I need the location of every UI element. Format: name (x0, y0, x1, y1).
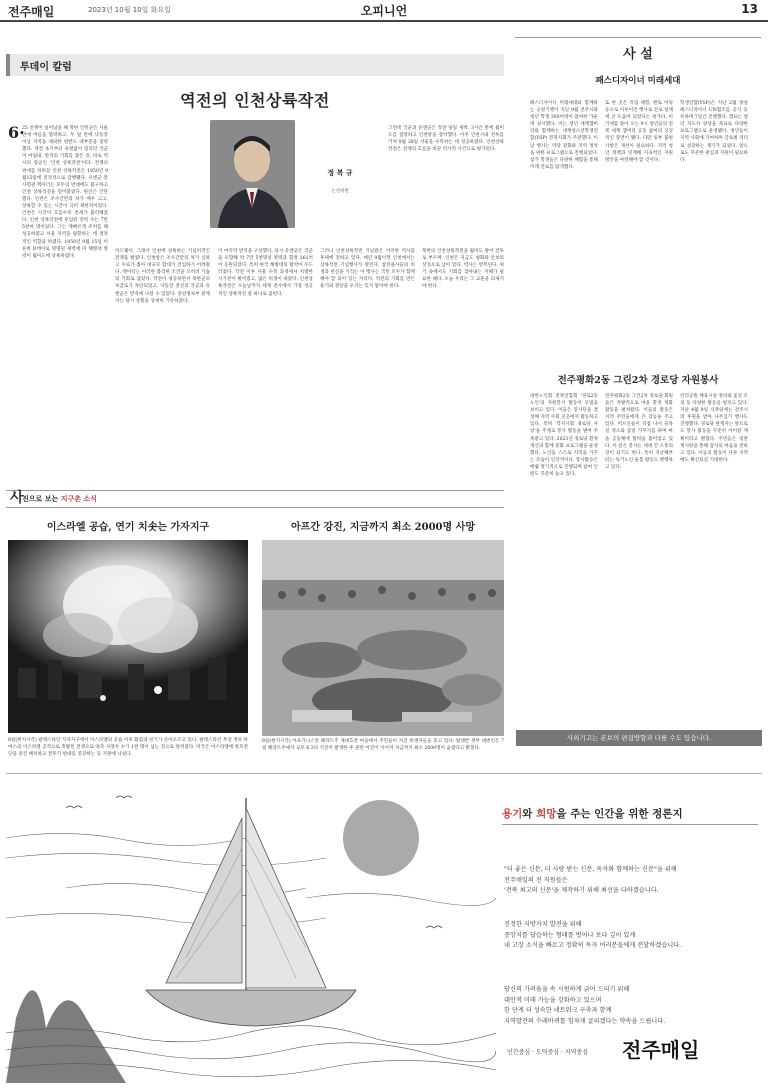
column-body-3: 이 마지막 반격을 구상했다. 당시 유엔군은 국군을 포함해 약 7만 5천명의 병력과 함정 261척이 동원되었다. 특히 한국 해병대의 활약이 두드러졌다. 작전 이후 서울 수복 과정에서 치열한 시가전이 벌어졌고, 많은 희생이 따랐다. 인천상륙작전은 오늘날까지 세계 전사에서 가장 성공적인 상륙작전 중 하나로 꼽힌다. (218, 249, 313, 297)
ad-headline-joiner: 와 (522, 808, 537, 820)
ad-paragraph-1 (504, 865, 756, 897)
photo-section-initial: 사 (10, 490, 24, 506)
opinion-disclaimer: 사외기고는 본보의 편집방향과 다를 수도 있습니다. (516, 730, 762, 746)
column-body-2: 미드웨이, 그래서 인천에 상륙하는 기념비적인 전쟁을 벌였다. 인천항은 조수간만의 차가 심하고 수로가 좁아 대규모 함대가 진입하기 어려웠다. 맥아더는 이러한 불리한 조건을 오히려 기습의 기회로 삼았다. 작전이 성공하면서 북한군의 보급로가 차단되었고, 낙동강 전선의 국군과 유엔군은 반격에 나설 수 있었다. 중앙정보부 관계자는 당시 상황을 상세히 기록하였다. (115, 249, 210, 304)
ad-line: 지역발전의 수레바퀴를 힘차게 굴리겠다는 약속을 드립니다. (504, 1017, 666, 1025)
ad-line: 한 단계 더 성숙한 네트워크 구축과 함께 (504, 1007, 612, 1014)
ad-headline-courage: 용기 (502, 808, 523, 820)
column-tag (6, 54, 504, 76)
editorial-rule (515, 37, 761, 38)
author-name: 정 복 규 (327, 169, 353, 177)
author-title: 논설위원 (331, 189, 349, 194)
editorial-title: 사 설 (623, 47, 653, 62)
ad-brand-logo: 전주매일 (622, 1038, 700, 1062)
sailboat-illustration (6, 778, 496, 1083)
editorial-2-col-3: 런리공원 체육시설 정비와 꽃길 조성 등 다양한 활동을 펼치고 있다. 지난 4월 9일 식목일에는 전주시의 후원을 받아 나무심기 행사도 진행했다. 경로당 관계자는 앞으로도 봉사 활동을 꾸준히 이어갈 계획이라고 밝혔다. 주민들은 칭찬 게시판을 통해 감사의 마음을 전하고 있다. 이들의 활동이 다른 지역에도 확산되길 기대한다. (680, 394, 748, 463)
ad-paragraph-2 (504, 920, 756, 952)
photo-caption-afghan: 8일(현지시각) 아프가니스탄 헤라트주 제대흐잔 마을에서 주민들이 지진 희생자들을 묻고 있다. 탈레반 정부 대변인은 7일 헤라트주에서 규모 6.3의 지진이 발생한 후 관련 이진이 이어져 지금까지 최소 2000명이 숨졌다고 밝혔다. (262, 739, 504, 752)
photo-section-header (6, 490, 504, 508)
gaza-smoke-photo (8, 540, 248, 733)
photo-section-label: 진으로 보는 (22, 495, 61, 503)
editorial-1-col-1: 패스디자이너 미래세대와 함께하는 응원기행이 지난 9월 전주시와 청년 학생 300여명이 참여한 가운데 성시했다. 이는 청년 세계잼버리와 함께하는 세계청소년학생연합(YSP) 전북지회가 주관했다. 이날 행사는 역량 강화와 지역 정착을 위한 프로그램으로 진행되었다. 참가 학생들은 다양한 체험을 통해 미래 진로를 탐색했다. (530, 101, 598, 170)
ad-line: 내 고장 소식을 빠르고 정확히 독자 여러분들에게 전달하겠습니다. (504, 942, 682, 949)
ad-line: '전북 최고의 신문'을 제작하기 위해 최선을 다하겠습니다. (504, 887, 659, 894)
ad-line: "더 좋은 신문, 더 사랑 받는 신문, 독자와 함께하는 신문"을 위해 (504, 866, 677, 873)
ad-paragraph-3 (504, 985, 756, 1027)
editorial-2-col-2: 전주평화2동 그린2차 경로당 회원들은 자발적으로 마을 환경 정화 활동을 펼쳐왔다. 이들의 활동은 지역 주민들에게 큰 감동을 주고 있다. 어르신들이 직접 나서 골목길 청소와 꽃길 가꾸기를 하며 마을 공동체에 활력을 불어넣고 있다. 이 같은 봉사는 세대 간 소통의 장이 되기도 한다. 특히 지난해부터는 독거노인 돌봄 활동도 병행하고 있다. (605, 394, 673, 470)
ad-line: 중앙지를 답습하는 형태를 벗어나 보다 깊이 있게 (504, 931, 636, 939)
afghan-quake-photo (262, 540, 504, 736)
photo-section-highlight: 지구촌 소식 (60, 495, 97, 503)
column-body-top: 그런데 국군과 유엔군은 작전 당일 새벽, 3시간 만에 월미도를 점령하고 인천항을 장악했다. 이후 인천시내 전투를 거쳐 9월 28일 서울을 수복하는 데 성공하였다. 인천상륙작전은 전쟁의 흐름을 바꾼 역사적 사건으로 평가된다. (388, 126, 504, 153)
page-number: 13 (741, 2, 758, 16)
editorial-1-col-2: 또 한 곳은 직업 체험, 멘토 미팅 등으로 이루어진 행사로 진로 설계에 큰 도움이 되었다는 평가다. 이 기세를 몰아 오는 9시 청년들의 전북 세계 잼버리 공동 참여의 상징적인 장면이 됐다. 다만 일부 불편 사항은 개선이 필요하다. 지역 청년 정책과 연계해 지속적인 지원 방안을 마련해야 할 것이다. (605, 101, 673, 163)
column-body-5: 북한의 인천상륙작전을 월미도 방어 전투로 부르며, 인천은 지금도 평화와 안보의 상징으로 남아 있다. 역사는 반복된다. 위기 속에서도 기회를 찾아내는 지혜가 필요한 때다. 오늘 우리는 그 교훈을 되새겨야 한다. (422, 249, 504, 290)
column-body-4: 그러나 인천상륙작전 기념관은 이러한 역사를 후세에 전하고 있다. 매년 9월이면 인천에서는 상륙작전 기념행사가 열린다. 참전용사들의 희생과 헌신을 기리는 이 행사는 국민 모두가 함께해야 할 의미 있는 자리다. 역전의 기회를 만든 용기와 결단을 우리는 잊지 말아야 한다. (320, 249, 415, 290)
photo-title-afghan: 아프간 강진, 지금까지 최소 2000명 사망 (291, 522, 475, 533)
issue-date: 2023년 10월 10일 화요일 (88, 6, 171, 14)
ad-slogan: 인간중심 · 도덕중심 · 지역중심 (507, 1049, 588, 1056)
photo-caption-gaza: 8일(현지시각) 팔레스타인 가자지구에서 이스라엘의 공습 이후 화염과 연기가 솟아오르고 있다. 팔레스타인 무장 정파 하마스의 이스라엘 공격으로 촉발된 전쟁으로 양측 사망자 수가 1천 명이 넘는 것으로 알려졌다. 미국은 이스라엘에 항모전단을 전진 배치하고 전투기 편대를 증강하는 등 지원에 나섰다. (8, 738, 248, 758)
ad-headline-rest: 을 주는 인간을 위한 정론지 (556, 808, 683, 820)
ad-line: 진정한 지방자치 발전을 위해 (504, 921, 582, 928)
newspaper-logo: 전주매일 (8, 5, 55, 19)
section-title: 오피니언 (360, 4, 408, 18)
ad-line: 대안적 미래 가능을 강화하고 있으며 (504, 996, 602, 1004)
editorial-2-col-1: 대한노인회 전북연합회 '경로2동노인'의 자원봉사 활동이 모범을 보이고 있다. 이들은 봉사단을 결성해 지역 사회 곳곳에서 활동하고 있다. 특히 '복지사회 경로당 사랑'을 주제로 봉사 활동을 벌여 주목받고 있다. 2023년 경로당 환경 개선과 함께 문화 프로그램을 운영했다. 노인들 스스로 지역을 가꾸는 모습이 인상적이다. 봉사활동은 매월 정기적으로 진행되며 참여 인원도 꾸준히 늘고 있다. (530, 394, 598, 478)
photo-title-gaza: 이스라엘 공습, 연기 치솟는 가자지구 (46, 522, 210, 533)
column-headline: 역전의 인천상륙작전 (180, 91, 330, 110)
ad-headline (502, 806, 758, 821)
column-dropcap: 6· (8, 123, 25, 142)
editorial-1-col-3: 학생연합(YSP)은 지난 2월 창설 패스디자이너 UN협조를 공식 등록하며 7일간 진행했다. 캠프는 청년 지도자 양성을 목표로 다양한 프로그램으로 운영됐다. 청년들이 지역 사회에 기여하며 글로벌 리더로 성장하는 계기가 되었다. 앞으로도 꾸준한 관심과 지원이 필요하다. (680, 101, 748, 163)
ad-line: 전주매일의 전 직원들은 (504, 876, 568, 884)
column-body-1: 25 전쟁이 일어났을 때 북한 인민군은 서울 만에 여름을 함락하고, 두 달 만에 낙동강 이남 지역을 제외한 한반도 대부분을 점령했다. 개전 초기부터 속절없이 밀리던 국군이 마침내, 반격의 기회를 잡은 것, 바로 역사의 장군인 '인천 상륙작전'이다. 전쟁의 판세를 뒤바꾼 인천 상륙작전은 1950년 9월15일에 전격적으로 감행됐다. 유엔군 총사령관 맥아더는 모두의 반대에도 불구하고 인천 상륙작전을 밀어붙였다. 원인은 간단했다. 인천은 조수간만의 차가 매우 크고, 상륙할 수 있는 시간이 극히 제한적이었다. 인천은 시간이 흐를수록 전세가 불리해졌다. 인천 상륙작전에 투입된 전력 수는 7만 5천여 명이었다. 그는 재빠르게 조치를 해 성공하였고 서울 지역을 탈환하는 데 결정적인 역할을 하였다. 1950년 9월 15일 이른바 D데이로 명명된 새벽에 미 해병대 병력이 월미도에 상륙하였다. (22, 126, 108, 259)
editorial-subtitle-1: 패스디자이너 미래세대 (595, 76, 681, 86)
editorial-subtitle-2: 전주평화2동 그린2차 경로당 자원봉사 (557, 375, 719, 386)
author-portrait (210, 120, 295, 228)
ad-line: 당신의 가려움을 속 시원하게 긁어 드리기 위해 (504, 986, 630, 993)
page-header (0, 0, 768, 22)
ad-headline-hope: 희망 (536, 808, 557, 820)
column-tag-label: 투데이 칼럼 (20, 62, 72, 73)
ad-headline-rule (502, 824, 758, 825)
